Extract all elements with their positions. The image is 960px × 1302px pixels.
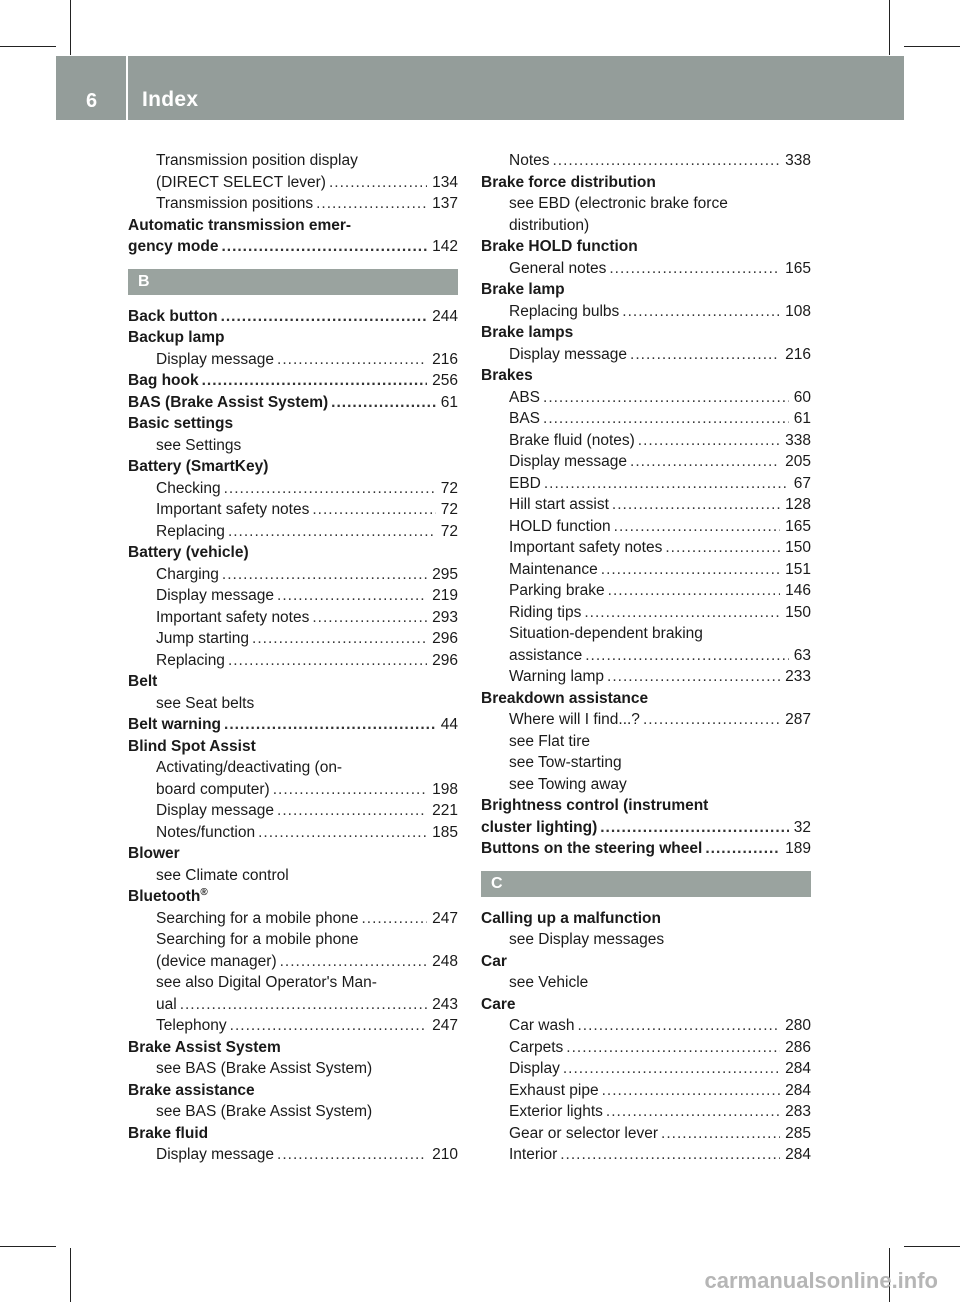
entry-label: Display — [509, 1060, 560, 1077]
index-subentry[interactable] — [128, 193, 458, 215]
dot-leader — [252, 628, 427, 650]
index-subentry — [481, 731, 811, 753]
index-subentry[interactable] — [481, 150, 811, 172]
entry-label: Important safety notes — [156, 608, 310, 626]
page-ref[interactable]: 72 — [440, 522, 458, 540]
page-ref[interactable]: 219 — [432, 587, 458, 604]
index-entry — [128, 1037, 458, 1059]
entry-label: cluster lighting) — [481, 818, 598, 836]
index-subentry — [128, 1101, 458, 1123]
index-subentry[interactable] — [128, 585, 458, 607]
index-subentry — [128, 865, 458, 887]
page-ref[interactable]: 233 — [785, 668, 811, 685]
page-ref[interactable]: 108 — [785, 302, 811, 320]
page-ref[interactable]: 221 — [432, 802, 458, 819]
page-ref[interactable]: 284 — [785, 1146, 811, 1163]
index-entry — [481, 279, 811, 301]
entry-label: Display message — [156, 350, 275, 368]
entry-label: Brake lamps — [481, 324, 574, 341]
dot-leader — [312, 499, 435, 521]
index-entry[interactable] — [128, 306, 458, 328]
index-subentry[interactable] — [128, 908, 458, 930]
index-subentry — [481, 929, 811, 951]
entry-label: Important safety notes — [509, 539, 663, 556]
page-ref[interactable]: 338 — [785, 431, 811, 449]
entry-label: see BAS (Brake Assist System) — [156, 1103, 373, 1120]
entry-label: HOLD function — [509, 517, 611, 535]
entry-label: Breakdown assistance — [481, 689, 649, 707]
entry-label: board computer) — [156, 780, 270, 798]
index-entry — [481, 994, 811, 1016]
dot-leader — [566, 1037, 780, 1059]
page-ref[interactable]: 285 — [785, 1124, 811, 1142]
index-subentry[interactable] — [481, 1015, 811, 1037]
page-ref[interactable]: 216 — [432, 350, 458, 368]
dot-leader — [601, 559, 780, 581]
page-ref[interactable]: 185 — [432, 823, 458, 841]
entry-label: see Seat belts — [156, 694, 255, 712]
index-entry — [128, 671, 458, 693]
index-entry — [128, 1080, 458, 1102]
index-entry — [128, 1123, 458, 1145]
entry-label: Situation-dependent braking — [509, 625, 703, 642]
page-ref[interactable]: 286 — [785, 1038, 811, 1056]
entry-label: distribution) — [509, 216, 590, 234]
dot-leader — [584, 602, 780, 624]
page-ref[interactable]: 198 — [432, 780, 458, 798]
entry-label: Telephony — [156, 1017, 227, 1034]
page-ref[interactable]: 44 — [440, 716, 458, 733]
index-subentry[interactable] — [128, 478, 458, 500]
entry-label: Bluetooth® — [128, 886, 208, 905]
index-subentry[interactable] — [481, 602, 811, 624]
index-subentry[interactable] — [128, 779, 458, 801]
index-subentry — [481, 774, 811, 796]
dot-leader — [230, 1015, 427, 1037]
entry-label: Interior — [509, 1146, 558, 1163]
entry-label: Replacing — [156, 522, 225, 540]
index-subentry[interactable] — [481, 516, 811, 538]
page-ref[interactable]: 283 — [785, 1103, 811, 1120]
dot-leader — [331, 392, 436, 414]
entry-label: Notes/function — [156, 823, 256, 841]
index-entry[interactable] — [128, 392, 458, 414]
dot-leader — [585, 645, 789, 667]
dot-leader — [277, 1144, 427, 1166]
entry-label: Jump starting — [156, 630, 250, 647]
page-ref[interactable]: 142 — [432, 238, 458, 255]
entry-label: Checking — [156, 479, 221, 497]
dot-leader — [577, 1015, 780, 1037]
index-entry — [481, 322, 811, 344]
page-ref[interactable]: 189 — [785, 840, 811, 857]
page-ref[interactable]: 296 — [432, 630, 458, 647]
entry-label: Transmission positions — [156, 195, 314, 212]
index-subentry[interactable] — [481, 1123, 811, 1145]
page-ref[interactable]: 338 — [785, 152, 811, 169]
index-subentry — [128, 693, 458, 715]
index-subentry[interactable] — [481, 559, 811, 581]
section-header-c: C — [481, 871, 811, 897]
entry-label: Backup lamp — [128, 329, 225, 346]
crop-mark — [70, 1248, 71, 1302]
dot-leader — [224, 714, 436, 736]
index-entry — [481, 908, 811, 930]
dot-leader — [258, 822, 427, 844]
dot-leader — [607, 666, 780, 688]
dot-leader — [563, 1058, 780, 1080]
entry-label: Notes — [509, 152, 550, 169]
entry-label: Belt — [128, 673, 158, 690]
index-subentry[interactable] — [128, 499, 458, 521]
index-subentry[interactable] — [481, 301, 811, 323]
entry-label: Important safety notes — [156, 501, 310, 518]
index-subentry[interactable] — [128, 564, 458, 586]
entry-label: Back button — [128, 307, 218, 325]
entry-label: Display message — [156, 802, 275, 819]
page-ref[interactable]: 210 — [432, 1146, 458, 1163]
index-subentry[interactable] — [128, 628, 458, 650]
page-ref[interactable]: 61 — [440, 393, 458, 411]
entry-label: General notes — [509, 259, 607, 277]
entry-label: Brake Assist System — [128, 1038, 281, 1056]
index-subentry — [128, 150, 458, 172]
page-ref[interactable]: 296 — [432, 651, 458, 669]
index-subentry[interactable] — [481, 430, 811, 452]
page-ref[interactable]: 256 — [432, 372, 458, 389]
entry-label: Brake lamp — [481, 281, 565, 298]
entry-label: Basic settings — [128, 415, 234, 432]
dot-leader — [661, 1123, 780, 1145]
dot-leader — [221, 306, 428, 328]
dot-leader — [180, 994, 427, 1016]
dot-leader — [228, 521, 436, 543]
entry-label: Searching for a mobile phone — [156, 931, 359, 948]
entry-label: see Settings — [156, 436, 242, 454]
index-subentry[interactable] — [481, 473, 811, 495]
dot-leader — [665, 537, 780, 559]
page-ref[interactable]: 205 — [785, 453, 811, 470]
page-ref[interactable]: 32 — [793, 818, 811, 836]
section-header-b: B — [128, 269, 458, 295]
entry-label: Carpets — [509, 1038, 564, 1056]
entry-label: Display message — [156, 587, 275, 604]
page-ref[interactable]: 151 — [785, 560, 811, 578]
entry-label: Replacing bulbs — [509, 302, 620, 320]
dot-leader — [609, 258, 780, 280]
entry-label: Searching for a mobile phone — [156, 909, 359, 927]
entry-label: Warning lamp — [509, 668, 605, 685]
dot-leader — [630, 344, 780, 366]
index-subentry — [481, 752, 811, 774]
page-ref[interactable]: 243 — [432, 995, 458, 1013]
index-subentry[interactable] — [481, 387, 811, 409]
page-ref[interactable]: 137 — [432, 195, 458, 212]
index-entry — [128, 736, 458, 758]
entry-label: see Towing away — [509, 775, 627, 793]
entry-label: Maintenance — [509, 560, 598, 578]
crop-mark — [70, 0, 71, 55]
dot-leader — [606, 1101, 780, 1123]
index-entry — [481, 172, 811, 194]
page-ref[interactable]: 248 — [432, 952, 458, 970]
index-subentry[interactable] — [128, 994, 458, 1016]
index-subentry — [128, 929, 458, 951]
entry-label: see also Digital Operator's Man- — [156, 974, 377, 991]
entry-label: BAS (Brake Assist System) — [128, 393, 329, 411]
dot-leader — [602, 1080, 781, 1102]
index-entry — [481, 236, 811, 258]
header-divider — [126, 56, 128, 120]
dot-leader — [277, 585, 427, 607]
page-ref[interactable]: 287 — [785, 711, 811, 728]
entry-label: Exhaust pipe — [509, 1081, 599, 1099]
dot-leader — [543, 387, 789, 409]
index-entry — [481, 795, 811, 817]
entry-label: Display message — [509, 453, 628, 470]
index-subentry[interactable] — [128, 1144, 458, 1166]
dot-leader — [312, 607, 427, 629]
entry-label: see Flat tire — [509, 732, 590, 750]
page-ref[interactable]: 295 — [432, 565, 458, 583]
index-subentry — [128, 757, 458, 779]
page-ref[interactable]: 67 — [793, 474, 811, 492]
entry-label: ABS — [509, 388, 541, 406]
page-ref[interactable]: 150 — [785, 539, 811, 556]
page-number: 6 — [86, 90, 98, 112]
index-subentry[interactable] — [128, 800, 458, 822]
index-entry[interactable] — [128, 236, 458, 258]
entry-label: Car — [481, 952, 507, 970]
index-subentry[interactable] — [481, 494, 811, 516]
index-entry[interactable] — [128, 370, 458, 392]
index-subentry[interactable] — [481, 580, 811, 602]
entry-label: Brightness control (instrument — [481, 797, 709, 814]
index-subentry[interactable] — [481, 537, 811, 559]
entry-label: Activating/deactivating (on- — [156, 759, 343, 776]
index-subentry[interactable] — [481, 258, 811, 280]
page-ref[interactable]: 128 — [785, 496, 811, 513]
crop-mark — [889, 0, 890, 55]
entry-label: Brake fluid — [128, 1124, 209, 1142]
entry-label: Bag hook — [128, 372, 199, 389]
registered-mark: ® — [200, 886, 208, 898]
dot-leader — [612, 494, 780, 516]
entry-label: Brake force distribution — [481, 173, 656, 191]
entry-label: Belt warning — [128, 716, 222, 733]
dot-leader — [705, 838, 780, 860]
entry-label: Display message — [156, 1146, 275, 1163]
page-ref[interactable]: 284 — [785, 1060, 811, 1077]
index-subentry[interactable] — [481, 1058, 811, 1080]
dot-leader — [316, 193, 427, 215]
dot-leader — [560, 1144, 780, 1166]
index-entry — [481, 951, 811, 973]
dot-leader — [224, 478, 436, 500]
entry-label: see EBD (electronic brake force — [509, 195, 728, 212]
dot-leader — [608, 580, 780, 602]
index-entry — [481, 365, 811, 387]
page-ref[interactable]: 146 — [785, 582, 811, 599]
index-subentry[interactable] — [128, 607, 458, 629]
entry-label: see Vehicle — [509, 974, 589, 991]
index-subentry[interactable] — [481, 344, 811, 366]
index-entry — [128, 843, 458, 865]
dot-leader — [277, 800, 427, 822]
dot-leader — [362, 908, 428, 930]
index-subentry — [128, 972, 458, 994]
page-ref[interactable]: 247 — [432, 909, 458, 927]
entry-label: ual — [156, 995, 177, 1013]
dot-leader — [630, 451, 780, 473]
dot-leader — [638, 430, 780, 452]
dot-leader — [221, 236, 427, 258]
entry-label: Car wash — [509, 1017, 575, 1034]
entry-label: Brake assistance — [128, 1081, 255, 1099]
entry-label: see Climate control — [156, 866, 289, 884]
entry-label: assistance — [509, 646, 583, 664]
index-subentry — [481, 623, 811, 645]
index-subentry — [128, 435, 458, 457]
index-subentry[interactable] — [481, 666, 811, 688]
index-subentry — [481, 193, 811, 215]
entry-label: Hill start assist — [509, 496, 609, 513]
entry-label: Buttons on the steering wheel — [481, 840, 703, 857]
entry-label: Charging — [156, 565, 219, 583]
page-ref[interactable]: 72 — [440, 501, 458, 518]
entry-label: Riding tips — [509, 603, 582, 621]
index-entry[interactable] — [128, 714, 458, 736]
page-ref[interactable]: 63 — [793, 646, 811, 664]
index-subentry[interactable] — [481, 1144, 811, 1166]
index-entry — [128, 413, 458, 435]
dot-leader — [544, 473, 789, 495]
entry-label: Care — [481, 995, 516, 1013]
index-subentry[interactable] — [481, 645, 811, 667]
index-subentry — [481, 215, 811, 237]
dot-leader — [600, 817, 789, 839]
page-ref[interactable]: 60 — [793, 388, 811, 406]
index-subentry[interactable] — [128, 1015, 458, 1037]
dot-leader — [553, 150, 781, 172]
entry-label: Transmission position display — [156, 152, 358, 169]
dot-leader — [228, 650, 427, 672]
index-entry — [481, 688, 811, 710]
page-ref[interactable]: 165 — [785, 517, 811, 535]
entry-label: Blind Spot Assist — [128, 737, 256, 755]
index-subentry[interactable] — [128, 521, 458, 543]
index-subentry[interactable] — [128, 650, 458, 672]
index-entry — [128, 886, 458, 908]
crop-mark — [0, 1246, 56, 1247]
page-ref[interactable]: 247 — [432, 1017, 458, 1034]
crop-mark — [904, 1246, 960, 1247]
dot-leader — [280, 951, 428, 973]
index-subentry[interactable] — [128, 172, 458, 194]
dot-leader — [277, 349, 427, 371]
page-ref[interactable]: 284 — [785, 1081, 811, 1099]
index-entry — [128, 215, 458, 237]
page-header — [56, 56, 904, 120]
dot-leader — [222, 564, 427, 586]
entry-label: Where will I find...? — [509, 711, 640, 728]
entry-label: (DIRECT SELECT lever) — [156, 173, 326, 191]
index-subentry[interactable] — [481, 451, 811, 473]
index-subentry[interactable] — [128, 349, 458, 371]
entry-label: Brake fluid (notes) — [509, 431, 635, 449]
index-subentry[interactable] — [481, 408, 811, 430]
entry-label: Blower — [128, 845, 180, 862]
dot-leader — [643, 709, 780, 731]
index-entry[interactable] — [481, 817, 811, 839]
entry-label: Gear or selector lever — [509, 1124, 659, 1142]
entry-label: Battery (SmartKey) — [128, 458, 269, 475]
crop-mark — [904, 46, 960, 47]
entry-label: BAS — [509, 410, 541, 427]
page-ref[interactable]: 72 — [440, 479, 458, 497]
entry-label: Battery (vehicle) — [128, 544, 249, 561]
entry-label: gency mode — [128, 238, 219, 255]
index-subentry — [128, 1058, 458, 1080]
index-subentry[interactable] — [481, 1080, 811, 1102]
index-subentry — [481, 972, 811, 994]
index-column-left — [128, 150, 458, 1166]
index-subentry[interactable] — [481, 1037, 811, 1059]
page-ref[interactable]: 61 — [793, 410, 811, 427]
entry-label: see BAS (Brake Assist System) — [156, 1060, 373, 1077]
dot-leader — [622, 301, 780, 323]
entry-label: Replacing — [156, 651, 225, 669]
page-ref[interactable]: 280 — [785, 1017, 811, 1034]
dot-leader — [543, 408, 789, 430]
index-entry[interactable] — [481, 838, 811, 860]
index-subentry[interactable] — [128, 951, 458, 973]
page-title: Index — [142, 88, 199, 111]
entry-label: Automatic transmission emer- — [128, 216, 352, 234]
page-ref[interactable]: 134 — [432, 173, 458, 191]
entry-label: Parking brake — [509, 582, 605, 599]
dot-leader — [614, 516, 780, 538]
index-subentry[interactable] — [128, 822, 458, 844]
entry-label: EBD — [509, 474, 541, 492]
entry-label: (device manager) — [156, 952, 277, 970]
index-subentry[interactable] — [481, 1101, 811, 1123]
entry-label: Brake HOLD function — [481, 238, 638, 255]
page-ref[interactable]: 244 — [432, 307, 458, 325]
index-subentry[interactable] — [481, 709, 811, 731]
entry-label: see Display messages — [509, 931, 665, 948]
index-column-right — [481, 150, 811, 1166]
page-ref[interactable]: 216 — [785, 345, 811, 363]
page-ref[interactable]: 293 — [432, 608, 458, 626]
entry-label: Brakes — [481, 367, 533, 384]
entry-label: Calling up a malfunction — [481, 909, 661, 927]
dot-leader — [273, 779, 427, 801]
entry-label: Exterior lights — [509, 1103, 603, 1120]
page-ref[interactable]: 165 — [785, 259, 811, 277]
entry-label: see Tow-starting — [509, 754, 622, 771]
watermark: carmanualsonline.info — [704, 1268, 938, 1293]
dot-leader — [202, 370, 428, 392]
dot-leader — [329, 172, 427, 194]
page-ref[interactable]: 150 — [785, 603, 811, 621]
index-entry — [128, 456, 458, 478]
index-entry — [128, 542, 458, 564]
entry-label: Display message — [509, 345, 628, 363]
crop-mark — [0, 46, 56, 47]
index-entry — [128, 327, 458, 349]
